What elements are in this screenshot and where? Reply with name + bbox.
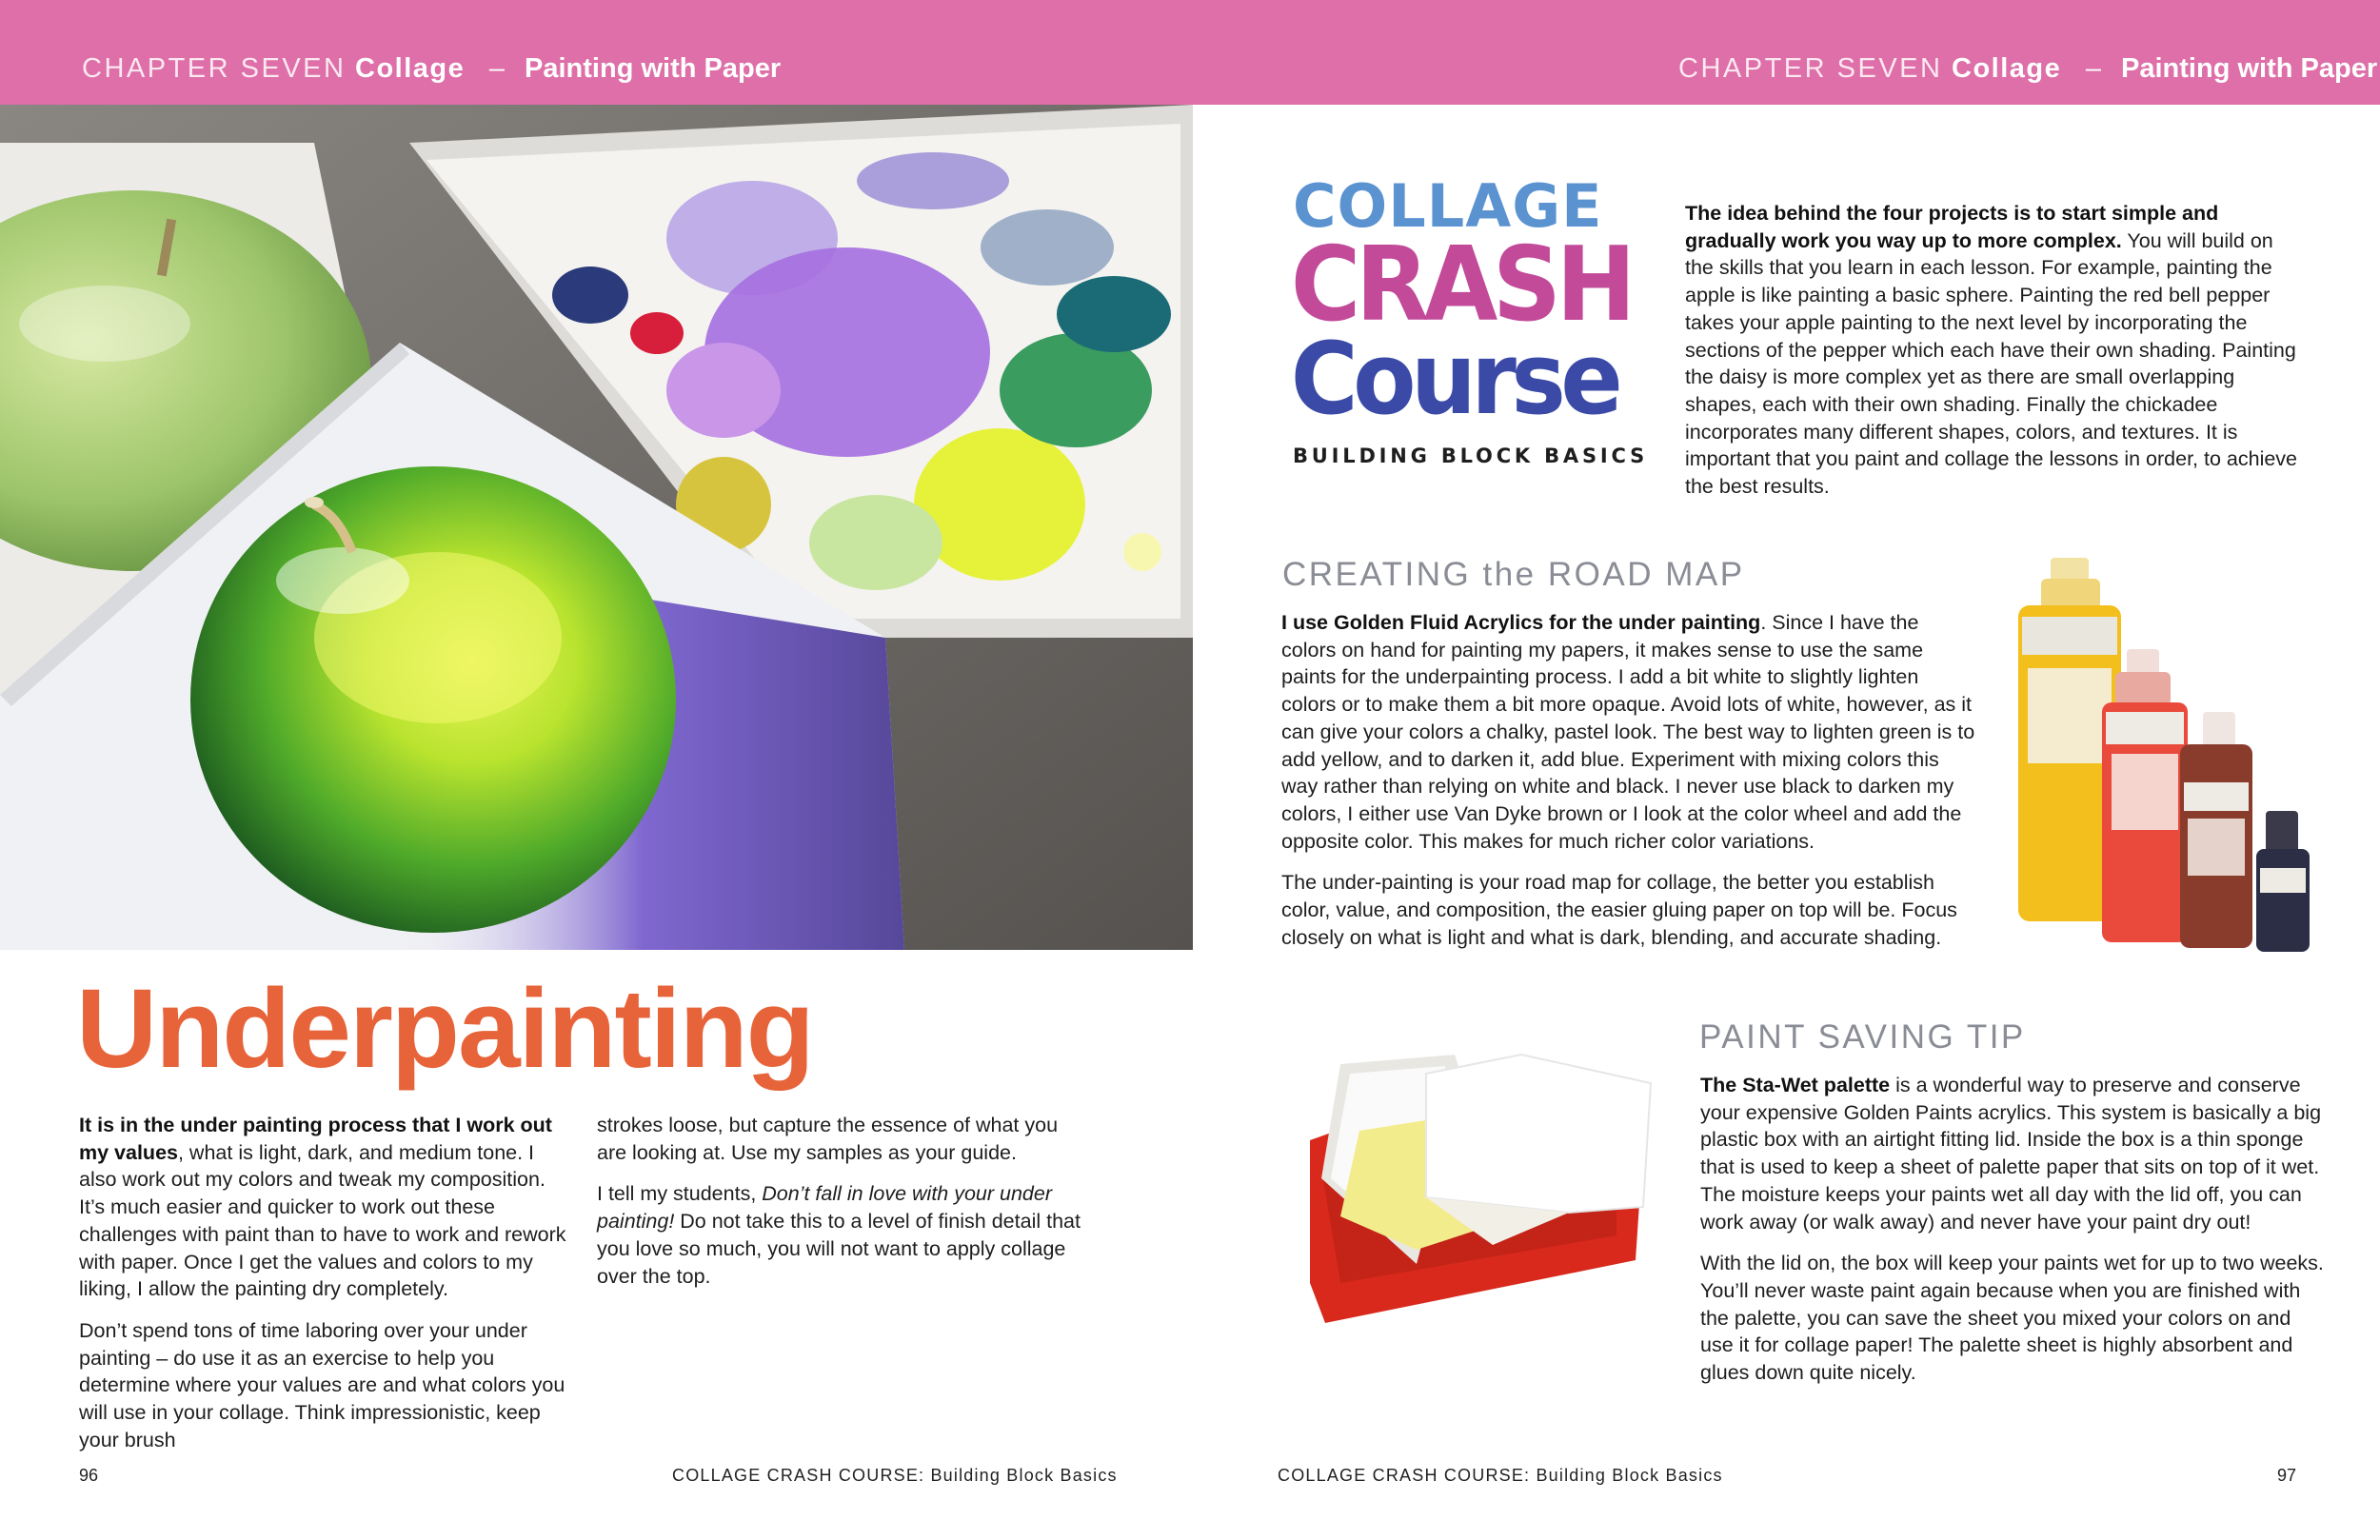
header-dash: –: [2085, 53, 2103, 84]
chapter-name: Collage: [355, 53, 466, 84]
chapter-subtitle: Painting with Paper: [2121, 53, 2378, 84]
paragraph: [1281, 609, 1976, 855]
intro-paragraph: [1685, 200, 2304, 515]
palette-illustration: [1302, 1045, 1655, 1331]
paragraph-text: . Since I have the colors on hand for painting my papers, it makes sense to use the same paints for the underpainting process. I add a bit white to slightly lighten colors or to make them a bit more opaque. Avoid lots of white, however, as it can give your colors a chalky, pastel look. The best way to lighten green is to add yellow, and to darken it, add blue. Experiment with mixing colors this way rather than relying on white and black. I never use black to darken my colors, I either use Van Dyke brown or I look at the color wheel and add the opposite color. This makes for much richer color variations.: [1281, 611, 1975, 853]
apple-photo-illustration: [0, 105, 1193, 950]
road-map-heading: CREATING the ROAD MAP: [1282, 556, 1745, 593]
page-number-left: 96: [79, 1466, 99, 1485]
running-head-left: [82, 53, 781, 85]
bold-lead: The Sta-Wet palette: [1700, 1074, 1891, 1096]
paragraph: [1685, 200, 2304, 501]
paragraph: With the lid on, the box will keep your paints wet for up to two weeks. You’ll never waste paint again because when you are finished with the palette, you can save the sheet you mixed your colors on and use it for collage paper! The palette sheet is highly absorbent and glues down quite nicely.: [1700, 1252, 2324, 1385]
logo-collage-text: COLLAGE: [1293, 173, 1603, 241]
bold-lead: I use Golden Fluid Acrylics for the under painting: [1281, 611, 1761, 634]
chapter-label: CHAPTER SEVEN: [82, 53, 347, 84]
paragraph-text: Do not take this to a level of finish detail that you love so much, you will not want to apply collage over the top.: [597, 1210, 1081, 1288]
bold-lead: It is in the under painting process that I work out my values: [79, 1114, 552, 1164]
paragraph: strokes loose, but capture the essence of what you are looking at. Use my samples as your guide.: [597, 1114, 1059, 1164]
chapter-header-band: [0, 0, 2380, 105]
paint-saving-tip-heading: PAINT SAVING TIP: [1699, 1018, 2026, 1056]
left-column-1: [79, 1112, 574, 1468]
collage-crash-course-logo: [1287, 173, 1658, 478]
logo-course-text: Course: [1290, 321, 1618, 437]
paragraph-text: is a wonderful way to preserve and conserve your expensive Golden Paints acrylics. This system is basically a big plastic box with an airtight fitting lid. Inside the box is a thin sponge that is used to keep a sheet of palette paper that sits on top of it wet. The moisture keeps your paints wet all day with the lid off, you can work away (or walk away) and never have your paint dry out!: [1700, 1074, 2322, 1234]
paragraph-text: , what is light, dark, and medium tone. I also work out my colors and tweak my composition. It’s much easier and quicker to work out these challenges with paint than to have to work and rework with paper. Once I get the values and colors to my liking, I allow the painting dry completely.: [79, 1140, 566, 1301]
underpainting-title: Underpainting: [76, 966, 813, 1092]
left-column-2: [597, 1112, 1092, 1304]
bold-lead: The idea behind the four projects is to start simple and gradually work you way up to more complex.: [1685, 202, 2219, 252]
italic-quote: Don’t fall in love with your under painting!: [597, 1182, 1053, 1234]
paragraph-text: I tell my students,: [597, 1182, 763, 1206]
chapter-name: Collage: [1952, 53, 2062, 84]
paragraph: [597, 1180, 1092, 1290]
logo-graphic: [1287, 173, 1658, 478]
chapter-label: CHAPTER SEVEN: [1678, 53, 1943, 84]
road-map-section: [1281, 609, 1976, 965]
logo-tagline: BUILDING BLOCK BASICS: [1293, 444, 1649, 467]
running-head-right: [1678, 53, 2377, 85]
apple-underpainting-photo: [0, 105, 1193, 950]
chapter-subtitle: Painting with Paper: [525, 53, 782, 84]
paint-saving-section: [1700, 1072, 2329, 1401]
sta-wet-palette-photo: [1302, 1045, 1655, 1331]
paragraph: [79, 1112, 574, 1303]
paragraph-text: You will build on the skills that you learn in each lesson. For example, painting the apple is like painting a basic sphere. Painting the red bell pepper takes your apple painting to the next level by incorporating the sections of the pepper which each have their own shading. Painting the daisy is more complex yet as there are small overlapping shapes, each with their own shading. Finally the chickadee incorporates many different shapes, colors, and textures. It is important that you paint and collage the lessons in order, to achieve the best results.: [1685, 228, 2298, 499]
paragraph: [1700, 1072, 2329, 1235]
bottles-illustration: [2007, 554, 2346, 963]
paragraph: The under-painting is your road map for collage, the better you establish color, value, and composition, the easier gluing paper on top will be. Focus closely on what is light and what is dark, blending, and accurate shading.: [1281, 871, 1957, 949]
paragraph: Don’t spend tons of time laboring over your under painting – do use it as an exercise to help you determine where your values are and what colors you will use in your collage. Think impressionistic, keep your brush: [79, 1318, 565, 1451]
footer-book-title-left: COLLAGE CRASH COURSE: Building Block Basics: [672, 1466, 1118, 1485]
logo-crash-text: CRASH: [1290, 224, 1631, 345]
header-dash: –: [488, 53, 506, 84]
footer-book-title-right: COLLAGE CRASH COURSE: Building Block Basics: [1278, 1466, 1723, 1485]
page-number-right: 97: [2277, 1466, 2297, 1485]
golden-acrylic-bottles-photo: [2007, 554, 2346, 963]
